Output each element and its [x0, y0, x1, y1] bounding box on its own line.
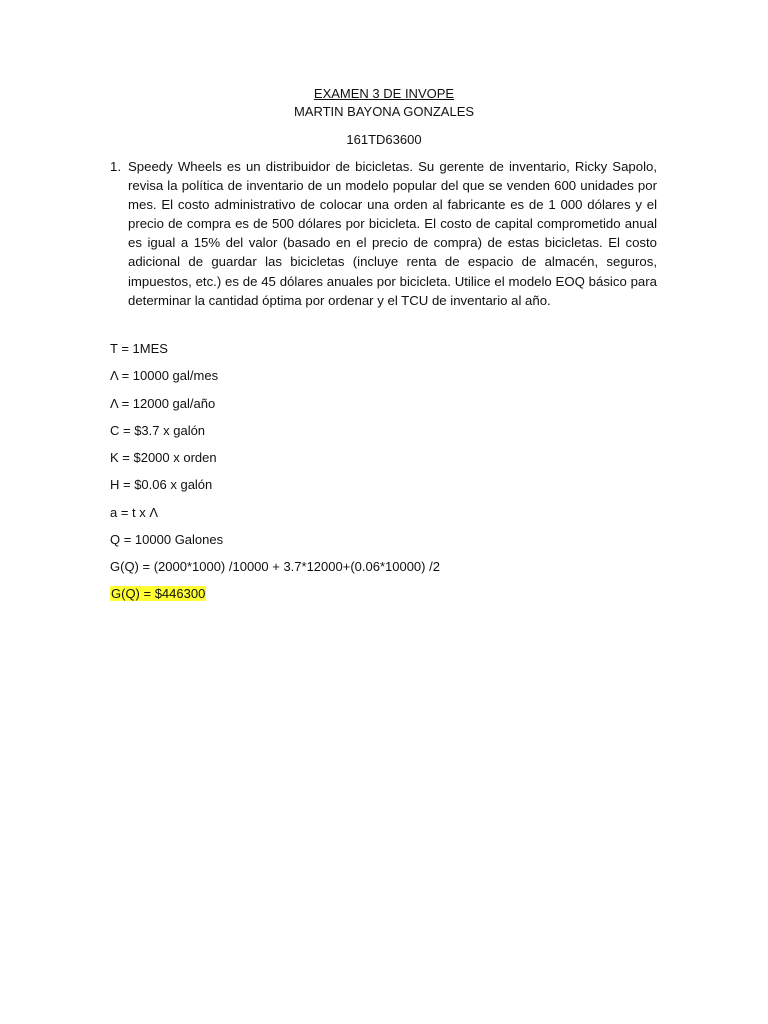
author-name: MARTIN BAYONA GONZALES: [293, 104, 475, 119]
question-text: Speedy Wheels es un distribuidor de bicicletas. Su gerente de inventario, Ricky Sapolo, revisa la política de inventario de un modelo popular del que se venden 600 unidades por mes. El costo administrativo de colocar una orden al fabricante es de 1 000 dólares y el precio de compra es de 500 dólares por bicicleta. El costo de capital comprometido anual es igual a 15% del valor (basado en el precio de compra) de estas bicicletas. El costo adicional de guardar las bicicletas (incluye renta de espacio de almacén, seguros, impuestos, etc.) es de 45 dólares anuales por bicicleta. Utilice el modelo EOQ básico para determinar la cantidad óptima por ordenar y el TCU de inventario al año.: [128, 159, 657, 308]
result-highlight: G(Q) = $446300: [111, 586, 206, 601]
solution-line-quantity: Q = 10000 Galones: [110, 532, 224, 547]
student-code: 161TD63600: [346, 132, 422, 147]
solution-line-demand-month: Λ = 10000 gal/mes: [110, 368, 219, 383]
solution-line-order-cost: K = $2000 x orden: [110, 450, 217, 465]
question-number: 1.: [110, 159, 121, 174]
question-1: [110, 157, 657, 310]
solution-result: [110, 586, 206, 601]
solution-line-unit-cost: C = $3.7 x galón: [110, 423, 206, 438]
solution-line-a: a = t x Λ: [110, 505, 159, 520]
solution-line-period: T = 1MES: [110, 341, 168, 356]
solution-line-formula: G(Q) = (2000*1000) /10000 + 3.7*12000+(0.06*10000) /2: [110, 559, 440, 574]
solution-line-holding-cost: H = $0.06 x galón: [110, 477, 213, 492]
document-title: EXAMEN 3 DE INVOPE: [313, 86, 455, 101]
solution-line-demand-year: Λ = 12000 gal/año: [110, 396, 216, 411]
